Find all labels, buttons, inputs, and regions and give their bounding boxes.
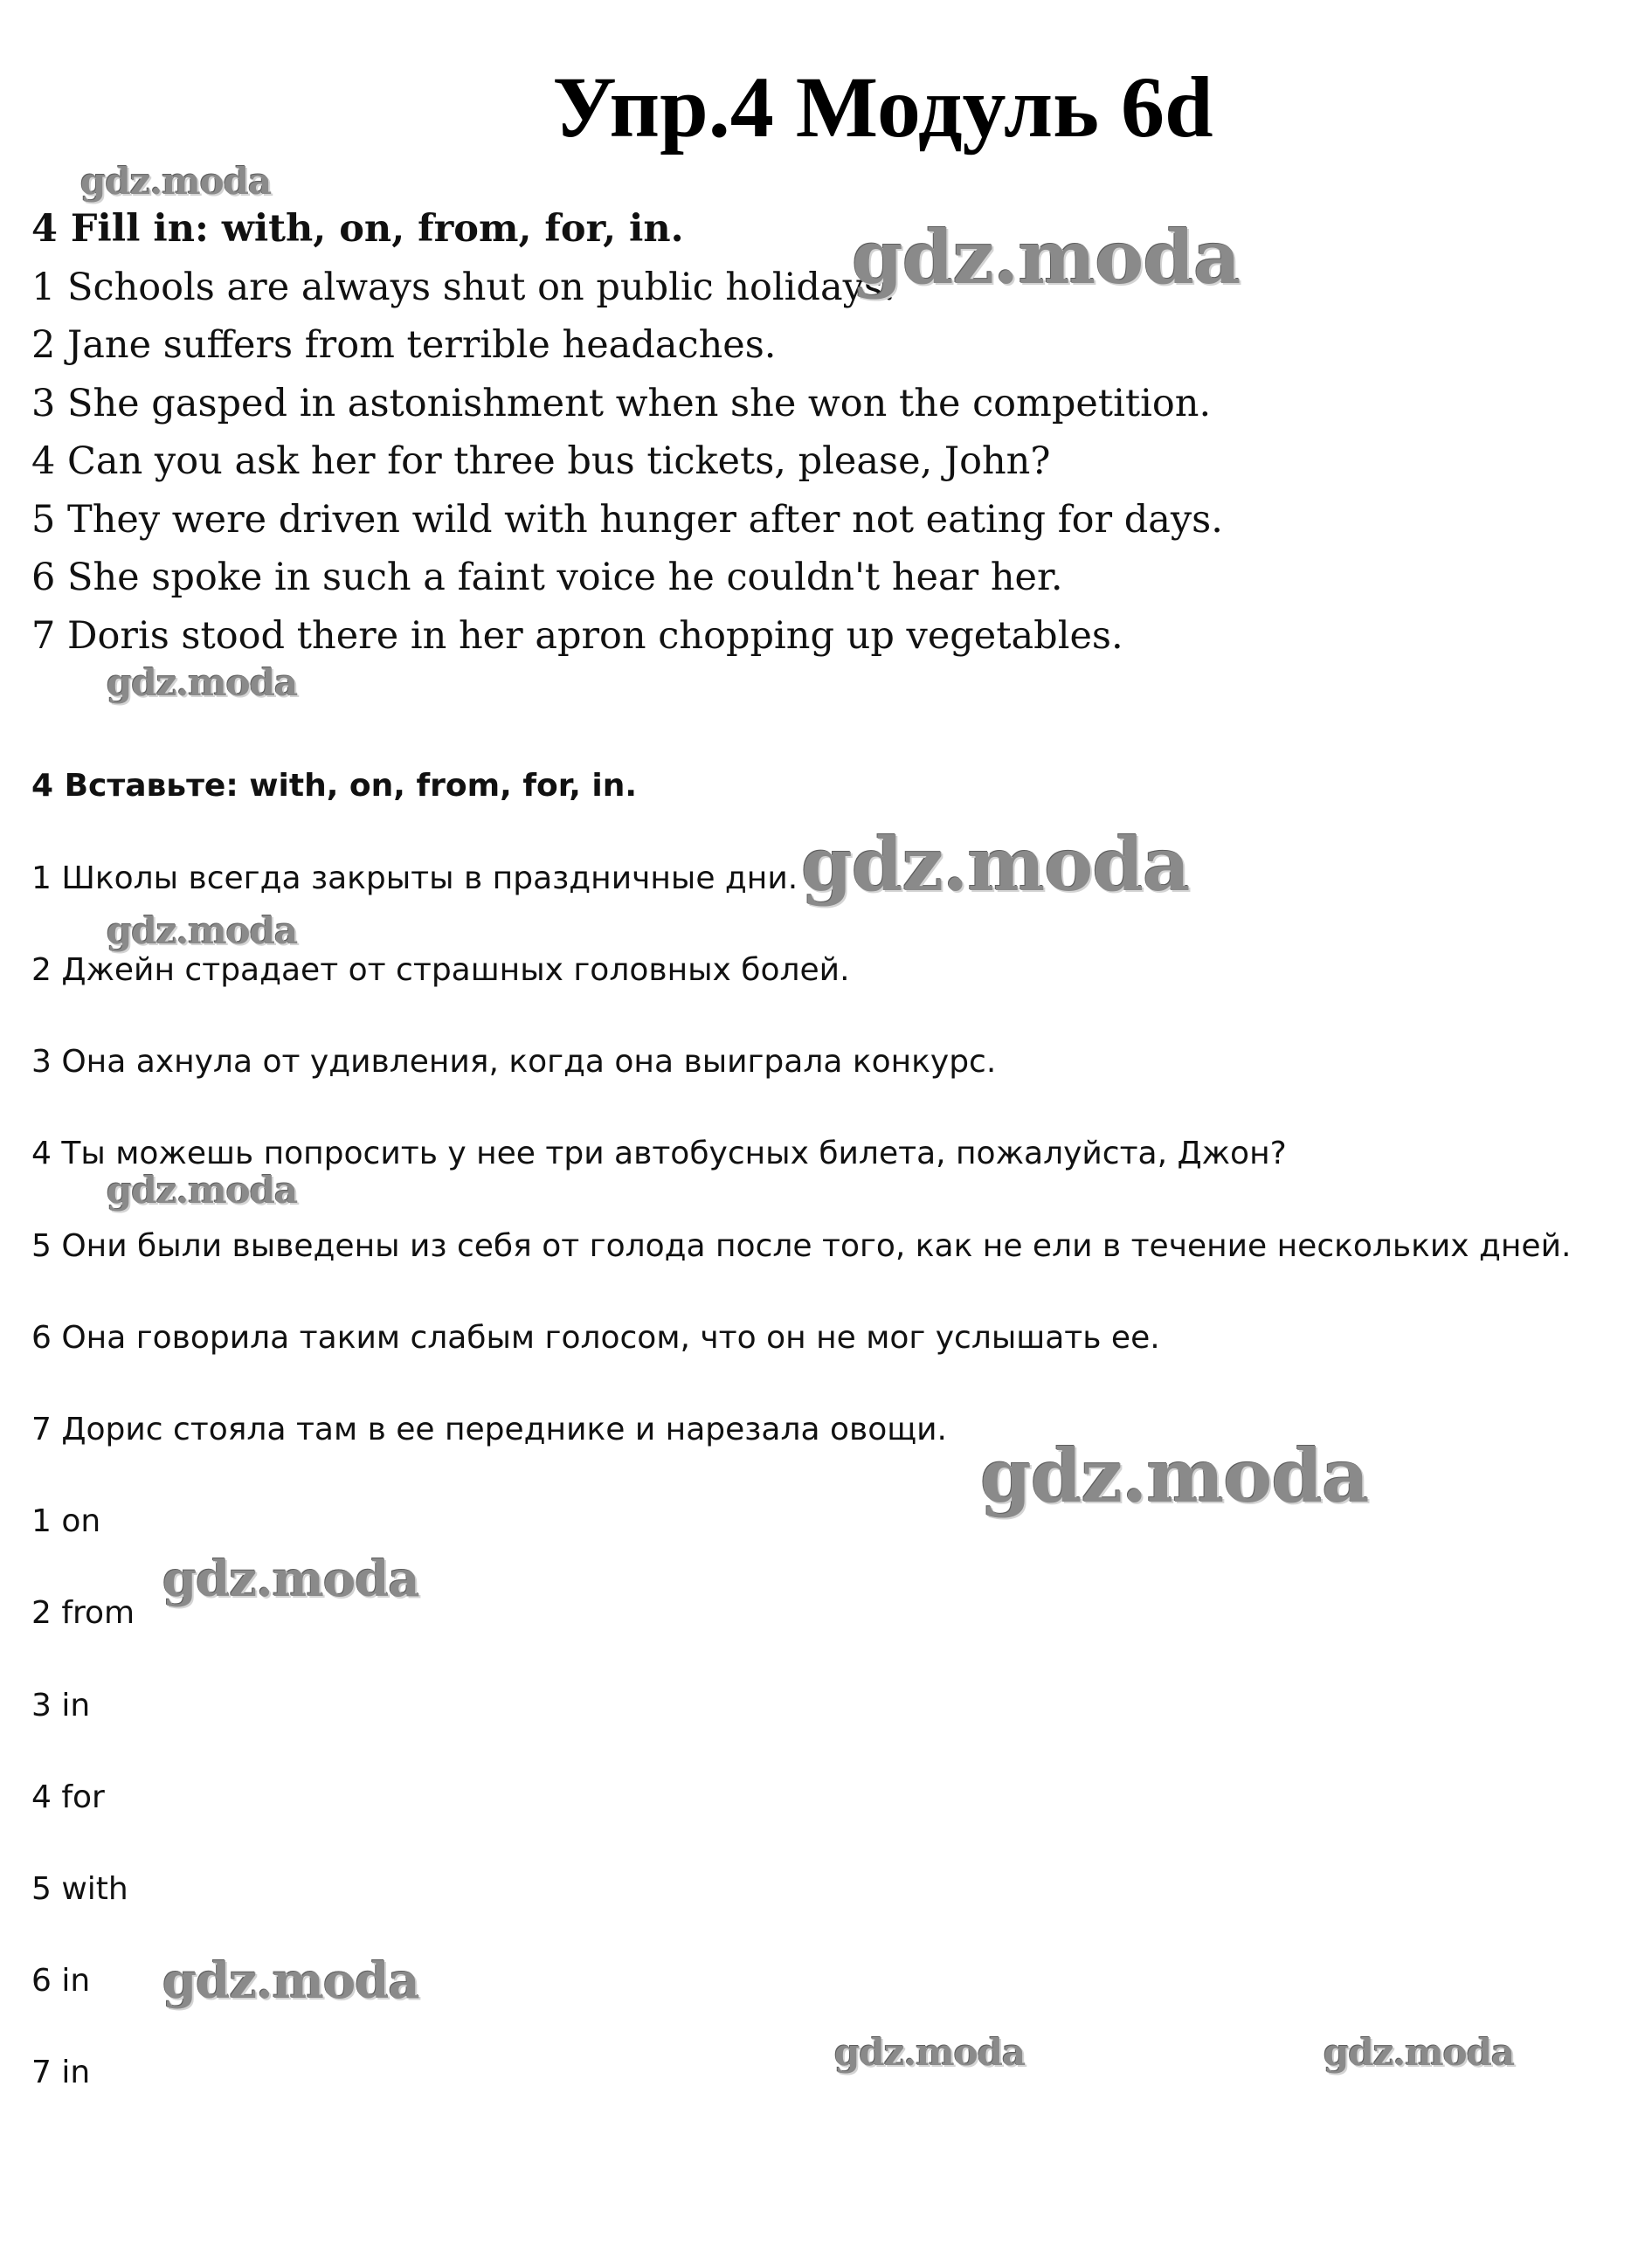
english-sentence: 6 She spoke in such a faint voice he couldn't hear her. bbox=[31, 556, 1063, 599]
page-title: Упр.4 Модуль 6d bbox=[552, 59, 1213, 155]
answer-item: 1 on bbox=[31, 1503, 101, 1539]
answer-item: 5 with bbox=[31, 1871, 128, 1907]
russian-sentence: 6 Она говорила таким слабым голосом, что он не мог услышать ее. bbox=[31, 1320, 1160, 1356]
watermark-logo: gdz.moda bbox=[162, 1952, 419, 2010]
russian-sentence: 5 Они были выведены из себя от голода после того, как не ели в течение нескольких дней. bbox=[31, 1228, 1572, 1264]
english-sentence: 4 Can you ask her for three bus tickets, please, John? bbox=[31, 439, 1051, 483]
answer-item: 7 in bbox=[31, 2055, 91, 2090]
russian-sentence: 7 Дорис стояла там в ее переднике и нарезала овощи. bbox=[31, 1412, 947, 1447]
russian-sentence: 2 Джейн страдает от страшных головных болей. bbox=[31, 952, 850, 988]
answer-item: 6 in bbox=[31, 1963, 91, 1999]
watermark-logo: gdz.moda bbox=[852, 214, 1241, 300]
russian-sentence: 1 Школы всегда закрыты в праздничные дни. bbox=[31, 860, 798, 896]
english-sentence: 3 She gasped in astonishment when she won the competition. bbox=[31, 382, 1212, 425]
watermark-logo: gdz.moda bbox=[107, 661, 298, 704]
watermark-logo: gdz.moda bbox=[80, 160, 272, 203]
english-sentence: 7 Doris stood there in her apron chopping up vegetables. bbox=[31, 614, 1123, 658]
answer-item: 2 from bbox=[31, 1595, 135, 1631]
watermark-logo: gdz.moda bbox=[980, 1433, 1369, 1519]
english-sentence: 1 Schools are always shut on public holidays. bbox=[31, 266, 895, 309]
english-sentence: 2 Jane suffers from terrible headaches. bbox=[31, 323, 777, 367]
watermark-logo: gdz.moda bbox=[107, 909, 298, 952]
russian-sentence: 4 Ты можешь попросить у нее три автобусных билета, пожалуйста, Джон? bbox=[31, 1136, 1287, 1171]
english-heading: 4 Fill in: with, on, from, for, in. bbox=[31, 207, 684, 251]
watermark-logo: gdz.moda bbox=[162, 1551, 419, 1608]
answer-item: 4 for bbox=[31, 1779, 105, 1815]
watermark-logo: gdz.moda bbox=[1324, 2031, 1515, 2074]
watermark-logo: gdz.moda bbox=[107, 1169, 298, 1212]
watermark-logo: gdz.moda bbox=[801, 821, 1190, 908]
russian-sentence: 3 Она ахнула от удивления, когда она выиграла конкурс. bbox=[31, 1044, 997, 1080]
english-sentence: 5 They were driven wild with hunger after not eating for days. bbox=[31, 498, 1223, 542]
watermark-logo: gdz.moda bbox=[834, 2031, 1026, 2074]
answer-item: 3 in bbox=[31, 1688, 91, 1723]
russian-heading: 4 Вставьте: with, on, from, for, in. bbox=[31, 768, 638, 804]
